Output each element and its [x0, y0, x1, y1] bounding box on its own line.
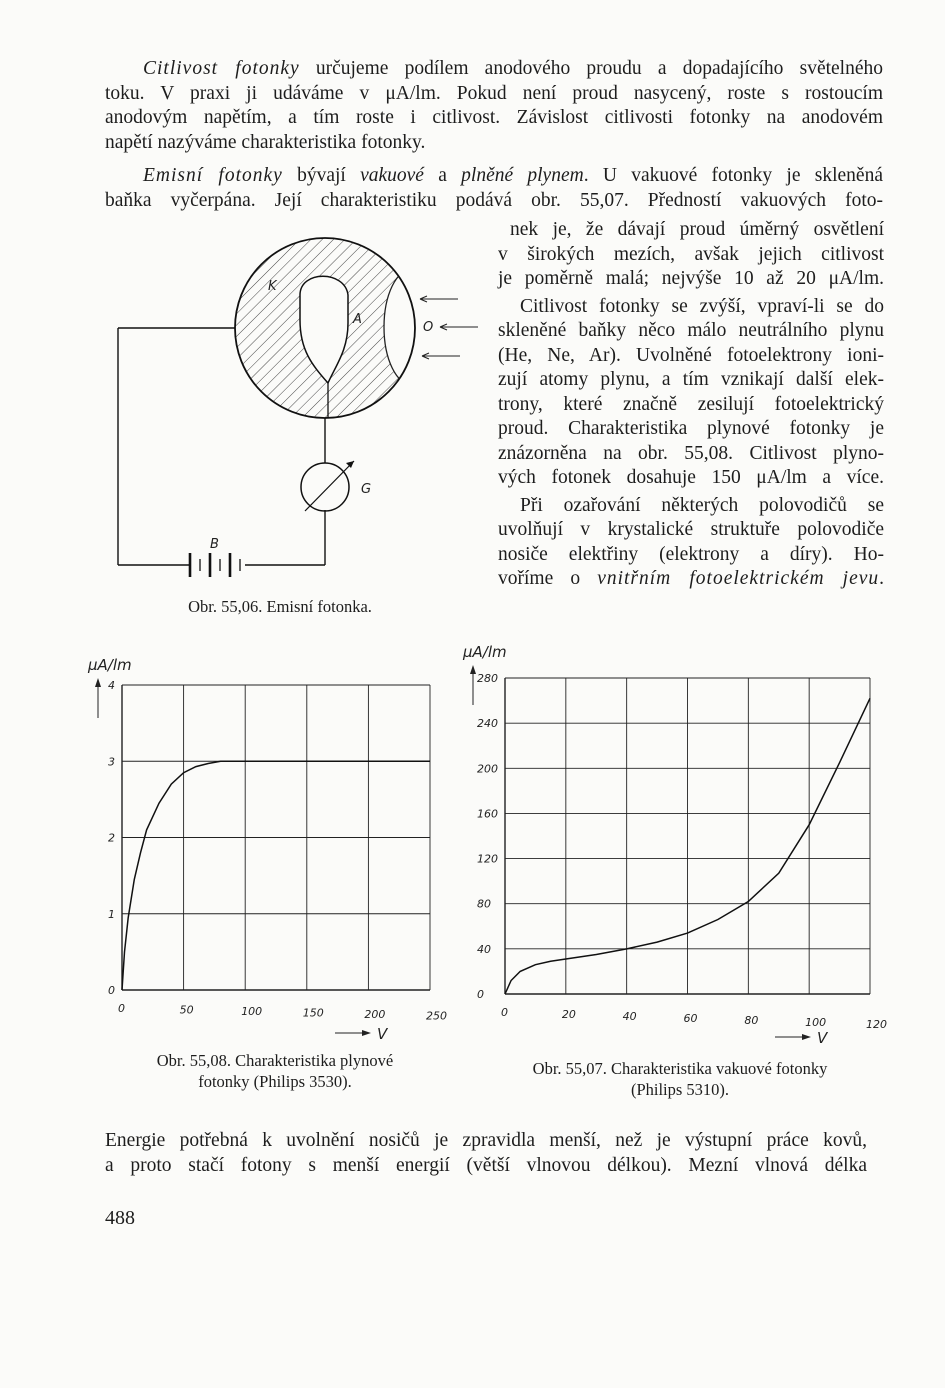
- semi-line-4: voříme o vnitřním fotoelektrickém jevu.: [498, 568, 885, 589]
- x-axis-arrowhead: [802, 1034, 811, 1040]
- label-a: A: [353, 312, 362, 327]
- emission-right-2: v širokých mezích, avšak jejich citlivost: [498, 243, 884, 265]
- x-tick-label: 0: [501, 1006, 508, 1019]
- x-axis-arrowhead: [362, 1030, 371, 1036]
- intro-line-4: napětí nazýváme charakteristika fotonky.: [105, 131, 426, 153]
- y-tick-label: 0: [108, 984, 115, 997]
- y-tick-label: 80: [477, 897, 491, 911]
- term-internal-effect: vnitřním fotoelektrickém jevu: [597, 568, 880, 589]
- y-axis-label: μA/lm: [88, 656, 132, 674]
- photocell-diagram: [100, 235, 495, 605]
- term-vacuum: vakuové: [360, 165, 424, 186]
- y-axis-arrowhead: [470, 665, 476, 674]
- gas-line-2: skleněné baňky něco málo neutrálního plynu: [498, 320, 884, 341]
- right-column-text: [498, 218, 884, 592]
- chart-right-caption: Obr. 55,07. Charakteristika vakuové fotonky (Philips 5310).: [532, 1059, 828, 1099]
- intro-line-3: anodovým napětím, a tím roste i citlivost. Závislost citlivosti fotonky na anodovém: [105, 107, 883, 128]
- x-tick-label: 20: [561, 1008, 576, 1021]
- gas-line-4: zují atomy plynu, a tím vznikají další elek-: [498, 369, 884, 390]
- page-number: 488: [105, 1207, 135, 1229]
- bottom-line-1: Energie potřebná k uvolnění nosičů je zpravidla menší, než je výstupní práce kovů,: [105, 1130, 867, 1151]
- chart-gas-photocell: [80, 645, 450, 1040]
- y-tick-label: 1: [108, 907, 115, 921]
- emission-paragraph: [105, 164, 883, 213]
- label-k: K: [268, 279, 277, 294]
- emission-right-3: je poměrně malá; nejvýše 10 až 20 μA/lm.: [498, 268, 884, 289]
- x-tick-label: 100: [241, 1005, 263, 1018]
- intro-line-1: Citlivost fotonky určujeme podílem anodového proudu a dopadajícího světelného: [143, 58, 883, 79]
- chart-left-caption: Obr. 55,08. Charakteristika plynové fotonky (Philips 3530).: [156, 1051, 394, 1091]
- x-tick-label: 80: [744, 1014, 759, 1027]
- semi-line-3: nosiče elektřiny (elektrony a díry). Ho-: [498, 543, 884, 565]
- bottom-paragraph: [105, 1129, 867, 1178]
- x-tick-label: 250: [426, 1009, 447, 1023]
- x-tick-label: 100: [805, 1016, 827, 1029]
- intro-paragraph: [105, 57, 883, 155]
- y-tick-label: 40: [477, 942, 491, 956]
- y-axis-label: μA/lm: [463, 643, 507, 661]
- series-line: [122, 761, 430, 990]
- intro-lead-term: Citlivost fotonky: [143, 58, 300, 79]
- y-tick-label: 0: [477, 988, 484, 1001]
- gas-line-7: znázorněna na obr. 55,08. Citlivost plyno-: [498, 442, 884, 464]
- x-tick-label: 60: [683, 1012, 698, 1025]
- y-tick-label: 240: [477, 717, 498, 731]
- y-tick-label: 160: [477, 807, 498, 821]
- y-tick-label: 4: [108, 679, 115, 692]
- chart-vacuum-photocell: [455, 640, 895, 1060]
- emission-line-2: baňka vyčerpána. Její charakteristiku podává obr. 55,07. Předností vakuových foto-: [105, 189, 883, 211]
- y-tick-label: 120: [477, 852, 498, 866]
- gas-line-1: Citlivost fotonky se zvýší, vpraví-li se do: [520, 295, 884, 317]
- y-tick-label: 3: [108, 755, 115, 769]
- x-tick-label: 40: [622, 1010, 637, 1023]
- gas-line-5: trony, které značně zesilují fotoelektrický: [498, 393, 884, 415]
- emission-right-1: nek je, že dávají proud úměrný osvětlení: [510, 219, 884, 240]
- x-tick-label: 50: [179, 1003, 194, 1017]
- x-tick-label: 120: [866, 1018, 887, 1031]
- battery: [190, 553, 240, 577]
- term-gas: plněné plynem: [461, 165, 584, 186]
- x-tick-label: 150: [302, 1006, 324, 1020]
- x-tick-label: 200: [364, 1008, 386, 1021]
- galvanometer: [301, 463, 349, 511]
- y-tick-label: 2: [108, 831, 115, 845]
- x-axis-label: V: [817, 1029, 828, 1047]
- label-b: B: [210, 537, 219, 552]
- emission-line-1: Emisní fotonky bývají vakuové a plněné plynem. U vakuové fotonky je skleněná: [143, 165, 883, 186]
- label-o: O: [423, 320, 434, 335]
- label-g: G: [361, 482, 372, 497]
- gas-line-8: vých fotonek dosahuje 150 μA/lm a více.: [498, 467, 884, 488]
- y-tick-label: 280: [477, 672, 498, 685]
- diagram-caption: Obr. 55,06. Emisní fotonka.: [188, 597, 372, 616]
- bottom-line-2: a proto stačí fotony s menší energií (větší vlnovou délkou). Mezní vlnová délka: [105, 1154, 867, 1176]
- y-tick-label: 200: [477, 762, 498, 776]
- semi-line-1: Při ozařování některých polovodičů se: [520, 494, 884, 516]
- y-axis-arrowhead: [95, 678, 101, 687]
- emission-lead-term: Emisní fotonky: [143, 165, 283, 186]
- semi-line-2: uvolňují v krystalické struktuře polovodiče: [498, 519, 884, 540]
- gas-line-3: (He, Ne, Ar). Uvolněné fotoelektrony ioni-: [498, 344, 884, 366]
- intro-line-2: toku. V praxi ji udáváme v μA/lm. Pokud není proud nasycený, roste s rostoucím: [105, 82, 883, 104]
- x-tick-label: 0: [118, 1002, 125, 1015]
- x-axis-label: V: [377, 1025, 388, 1040]
- gas-line-6: proud. Charakteristika plynové fotonky je: [498, 418, 884, 439]
